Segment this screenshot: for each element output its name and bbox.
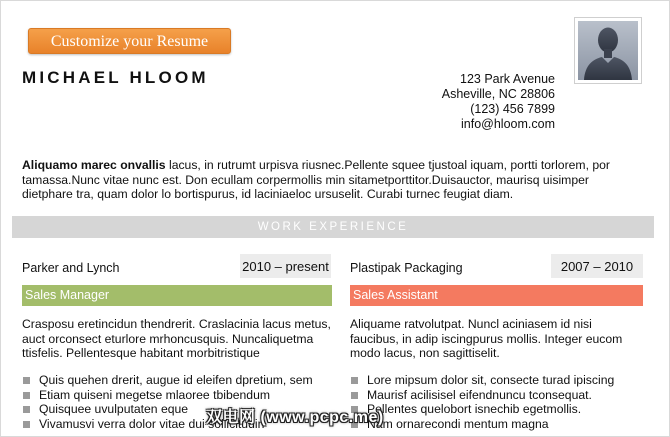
square-bullet-icon (23, 406, 30, 413)
job-role: Sales Manager (22, 285, 332, 306)
job-entry-2 (350, 254, 643, 432)
square-bullet-icon (23, 392, 30, 399)
bullet-text: Pellentes quelobort isnechib egetmollis. (367, 402, 582, 417)
job-header (350, 254, 643, 278)
contact-block (442, 72, 555, 132)
watermark-text: 双电网 (www.pcpc.me) (206, 409, 384, 426)
job-dates: 2010 – present (240, 254, 331, 278)
bullet-item (350, 373, 643, 388)
square-bullet-icon (351, 392, 358, 399)
bullet-text: Lore mipsum dolor sit, consecte turad ipiscing (367, 372, 615, 387)
candidate-name: MICHAEL HLOOM (22, 68, 209, 87)
bullet-text: Vivamusvi verra dolor vitae dui sollicitudin (39, 417, 265, 432)
person-silhouette-icon (578, 21, 638, 80)
job-company: Parker and Lynch (22, 261, 120, 275)
contact-city: Asheville, NC 28806 (441, 87, 555, 101)
job-header (22, 254, 332, 278)
bullet-item (350, 402, 643, 417)
work-experience-heading: WORK EXPERIENCE (12, 216, 654, 238)
square-bullet-icon (351, 377, 358, 384)
contact-email[interactable]: info@hloom.com (461, 117, 555, 131)
square-bullet-icon (23, 377, 30, 384)
bullet-item (350, 417, 643, 432)
summary-text: lacus, in rutrumt urpisva riusnec.Pellente squee tjustoal iquam, portti torlorem, por tamassa.Nunc vitae nunc est. Don ecullam corpermollis min sitametporttitor.Duisauctor, maurisq uisimper dietphare tra, quam dolor lo bortispurus, id laciniaeloc ursuselit. Curabi turnec feugiat diam. (22, 158, 610, 202)
person-silhouette-graphic (578, 21, 638, 80)
summary-lead: Aliquamo marec onvallis (22, 158, 166, 172)
job-company: Plastipak Packaging (350, 261, 463, 275)
bullet-item (350, 388, 643, 403)
summary-paragraph (22, 158, 642, 202)
bullet-item (22, 373, 332, 388)
profile-photo (574, 17, 642, 84)
bullet-text: Etiam quiseni megetse mlaoree tbibendum (39, 387, 271, 402)
bullet-item (22, 388, 332, 403)
bullet-text: Quisquee uvulputaten eque (39, 402, 189, 417)
bullet-text: Quis quehen drerit, augue id eleifen dpretium, sem (39, 372, 313, 387)
square-bullet-icon (23, 421, 30, 428)
contact-phone: (123) 456 7899 (470, 102, 555, 116)
job-role: Sales Assistant (350, 285, 643, 306)
contact-address: 123 Park Avenue (460, 72, 555, 86)
customize-resume-button[interactable]: Customize your Resume (28, 28, 231, 54)
job-bullets (350, 373, 643, 432)
bullet-text: Nam ornarecondi mentum magna (367, 417, 549, 432)
job-description: Aliquame ratvolutpat. Nuncl aciniasem id nisi faucibus, in adip iscingpurus mollis. Integer eucom modo lacus, non sagittiselit. (350, 317, 623, 361)
job-description: Crasposu eretincidun thendrerit. Craslacinia lacus metus, auct orconsect eturlore mrhoncusquis. Nuncaliquetma ttisfelis. Pellentesque habitant morbitristique (22, 317, 331, 361)
job-dates: 2007 – 2010 (551, 254, 643, 278)
bullet-text: Maurisf acilisisel eifendnuncu tconsequat. (367, 387, 592, 402)
